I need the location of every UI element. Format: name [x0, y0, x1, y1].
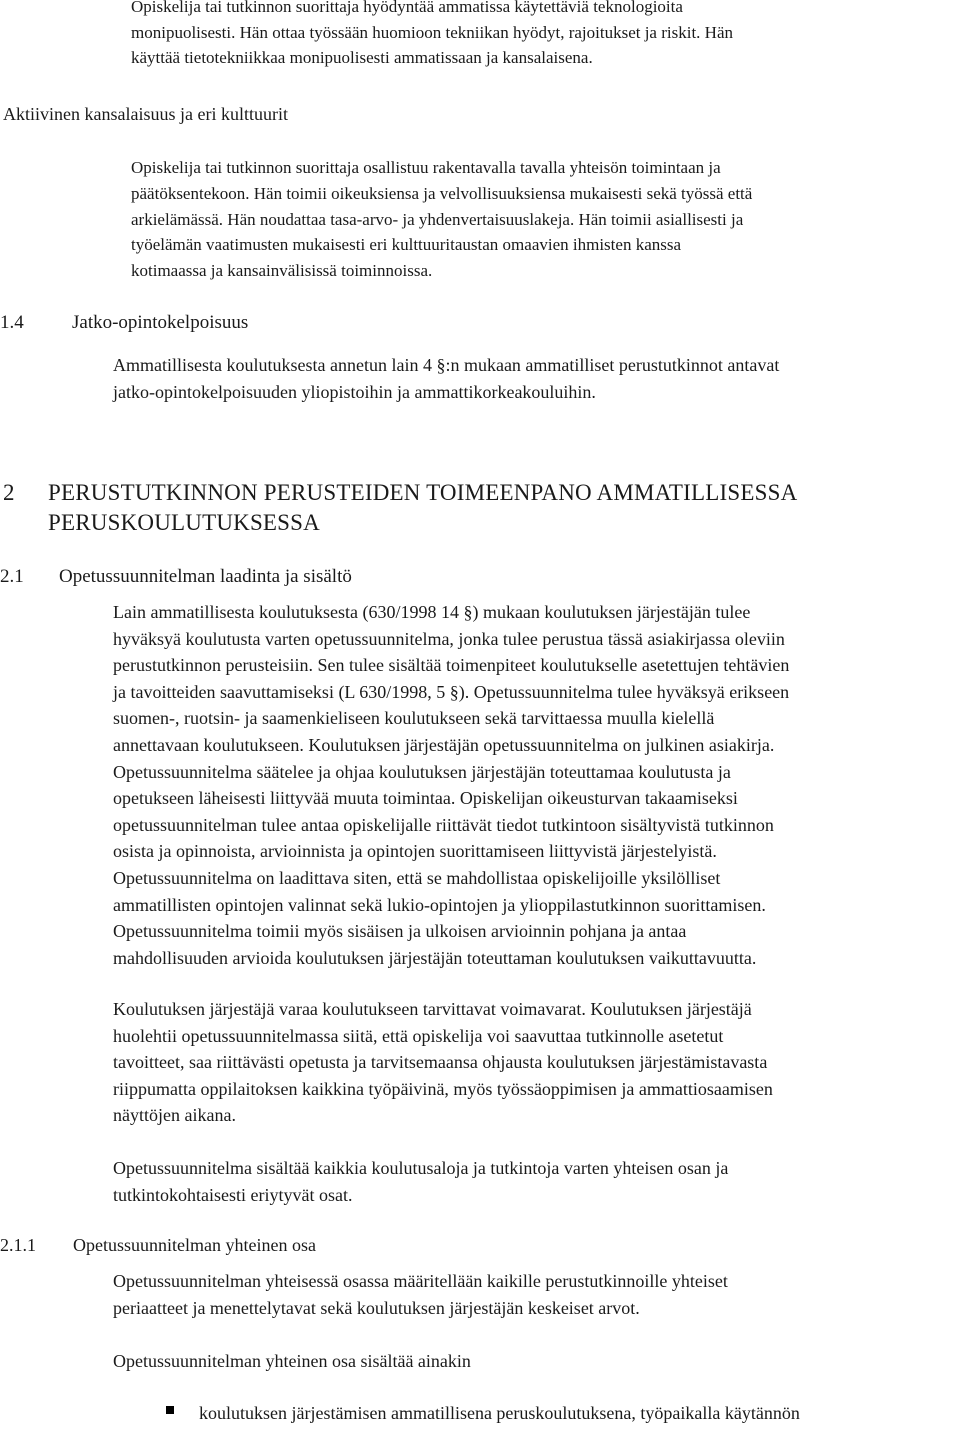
- text-line: käyttää tietotekniikkaa monipuolisesti ammatissaan ja kansalaisena.: [131, 48, 593, 67]
- text-line: monipuolisesti. Hän ottaa työssään huomioon tekniikan hyödyt, rajoitukset ja riskit. Hän: [131, 22, 733, 42]
- common-part-paragraph-2: [113, 1348, 948, 1375]
- section-title: Opetussuunnitelman laadinta ja sisältö: [59, 566, 352, 587]
- section-number: 2.1.1: [0, 1235, 36, 1255]
- common-part-paragraph-1: [113, 1268, 948, 1321]
- text-line: perustutkinnon perusteisiin. Sen tulee sisältää toimenpiteet koulutukselle asetettujen tehtävien: [113, 655, 790, 676]
- eligibility-paragraph: [113, 352, 948, 405]
- text-line: Opiskelija tai tutkinnon suorittaja hyödyntää ammatissa käytettäviä teknologioita: [131, 0, 683, 16]
- text-line: mahdollisuuden arvioida koulutuksen järjestäjän toteuttaman koulutuksen vaikuttavuutta.: [113, 947, 757, 968]
- text-line: riippumatta oppilaitoksen kaikkina työpäivinä, myös työssäoppimisen ja ammattiosaamisen: [113, 1078, 773, 1099]
- chapter-heading-2-cont: [48, 508, 320, 538]
- active-citizenship-paragraph: [131, 155, 931, 284]
- text-line: Lain ammatillisesta koulutuksesta (630/1998 14 §) mukaan koulutuksen järjestäjän tulee: [113, 602, 751, 622]
- chapter-title-line-2: PERUSKOULUTUKSESSA: [48, 510, 320, 535]
- text-line: suomen-, ruotsin- ja saamenkieliseen koulutukseen sekä tarvittaessa muulla kielellä: [113, 708, 715, 729]
- square-bullet-icon: [166, 1406, 174, 1414]
- section-number: 2.1: [0, 566, 24, 587]
- section-number: 1.4: [0, 312, 24, 333]
- curriculum-paragraph-3: [113, 1155, 948, 1208]
- list-item: koulutuksen järjestämisen ammatillisena peruskoulutuksena, työpaikalla käytännön: [199, 1403, 800, 1423]
- text-line: osista ja opinnoista, arvioinnista ja opintojen suorittamiseen liittyvistä järjestelyistä.: [113, 841, 717, 862]
- text-line: tutkintokohtaisesti eriytyvät osat.: [113, 1184, 353, 1205]
- subheading-active-citizenship: Aktiivinen kansalaisuus ja eri kulttuurit: [3, 104, 288, 124]
- chapter-heading-2: [3, 478, 797, 508]
- text-line: ja tavoitteiden saavuttamiseksi (L 630/1998, 5 §). Opetussuunnitelma tulee hyväksyä erikseen: [113, 681, 790, 702]
- text-line: Opetussuunnitelma sisältää kaikkia koulutusaloja ja tutkintoja varten yhteisen osan ja: [113, 1158, 729, 1178]
- text-line: annettavaan koulutukseen. Koulutuksen järjestäjän opetussuunnitelma on julkinen asiakirja.: [113, 734, 775, 755]
- text-line: työelämän vaatimusten mukaisesti eri kulttuuritaustan omaavien ihmisten kanssa: [131, 235, 682, 255]
- chapter-title-line-1: PERUSTUTKINNON PERUSTEIDEN TOIMEENPANO AMMATILLISESSA: [48, 480, 798, 505]
- text-line: arkielämässä. Hän noudattaa tasa-arvo- ja yhdenvertaisuuslakeja. Hän toimii asiallisesti ja: [131, 209, 744, 229]
- text-line: Opetussuunnitelman yhteinen osa sisältää ainakin: [113, 1351, 471, 1371]
- intro-paragraph: [131, 0, 931, 71]
- chapter-number: 2: [3, 480, 15, 505]
- text-line: Ammatillisesta koulutuksesta annetun lain 4 §:n mukaan ammatilliset perustutkinnot antavat: [113, 355, 780, 375]
- text-line: Opetussuunnitelma on laadittava siten, että se mahdollistaa opiskelijoille yksilölliset: [113, 867, 721, 888]
- text-line: Opetussuunnitelman yhteisessä osassa määritellään kaikille perustutkinnoille yhteiset: [113, 1271, 728, 1291]
- curriculum-paragraph-2: [113, 996, 948, 1129]
- text-line: kotimaassa ja kansainvälisissä toiminnoissa.: [131, 261, 433, 281]
- text-line: näyttöjen aikana.: [113, 1105, 236, 1126]
- text-line: tavoitteet, saa riittävästi opetusta ja tarvitsemaansa ohjausta koulutuksen järjestämistavasta: [113, 1052, 768, 1073]
- section-title: Jatko-opintokelpoisuus: [72, 312, 249, 333]
- text-line: huolehtii opetussuunnitelmassa siitä, että opiskelija voi saavuttaa tutkinnolle asetetut: [113, 1025, 724, 1046]
- text-line: hyväksyä koulutusta varten opetussuunnitelma, jonka tulee perustua tässä asiakirjassa oleviin: [113, 628, 785, 649]
- section-title: Opetussuunnitelman yhteinen osa: [73, 1235, 316, 1255]
- text-line: Opetussuunnitelma säätelee ja ohjaa koulutuksen järjestäjän toteuttamaa koulutusta ja: [113, 761, 731, 782]
- text-line: päätöksentekoon. Hän toimii oikeuksiensa ja velvollisuuksiensa mukaisesti sekä työssä että: [131, 183, 753, 203]
- text-line: Opiskelija tai tutkinnon suorittaja osallistuu rakentavalla tavalla yhteisön toimintaan ja: [131, 158, 721, 177]
- text-line: opetussuunnitelman tulee antaa opiskelijalle riittävät tiedot tutkintoon sisältyvistä tutkinnon: [113, 814, 774, 835]
- text-line: Opetussuunnitelma toimii myös sisäisen ja ulkoisen arvioinnin pohjana ja antaa: [113, 921, 687, 942]
- text-line: ammatillisten opintojen valinnat sekä lukio-opintojen ja ylioppilastutkinnon suorittamisen.: [113, 894, 766, 915]
- text-line: periaatteet ja menettelytavat sekä koulutuksen järjestäjän keskeiset arvot.: [113, 1297, 640, 1318]
- text-line: jatko-opintokelpoisuuden yliopistoihin ja ammattikorkeakouluihin.: [113, 381, 596, 402]
- curriculum-paragraph-1: [113, 599, 948, 971]
- text-line: Koulutuksen järjestäjä varaa koulutukseen tarvittavat voimavarat. Koulutuksen järjestäjä: [113, 999, 752, 1019]
- text-line: opetukseen läheisesti liittyvää muuta toimintaa. Opiskelijan oikeusturvan takaamiseksi: [113, 788, 738, 809]
